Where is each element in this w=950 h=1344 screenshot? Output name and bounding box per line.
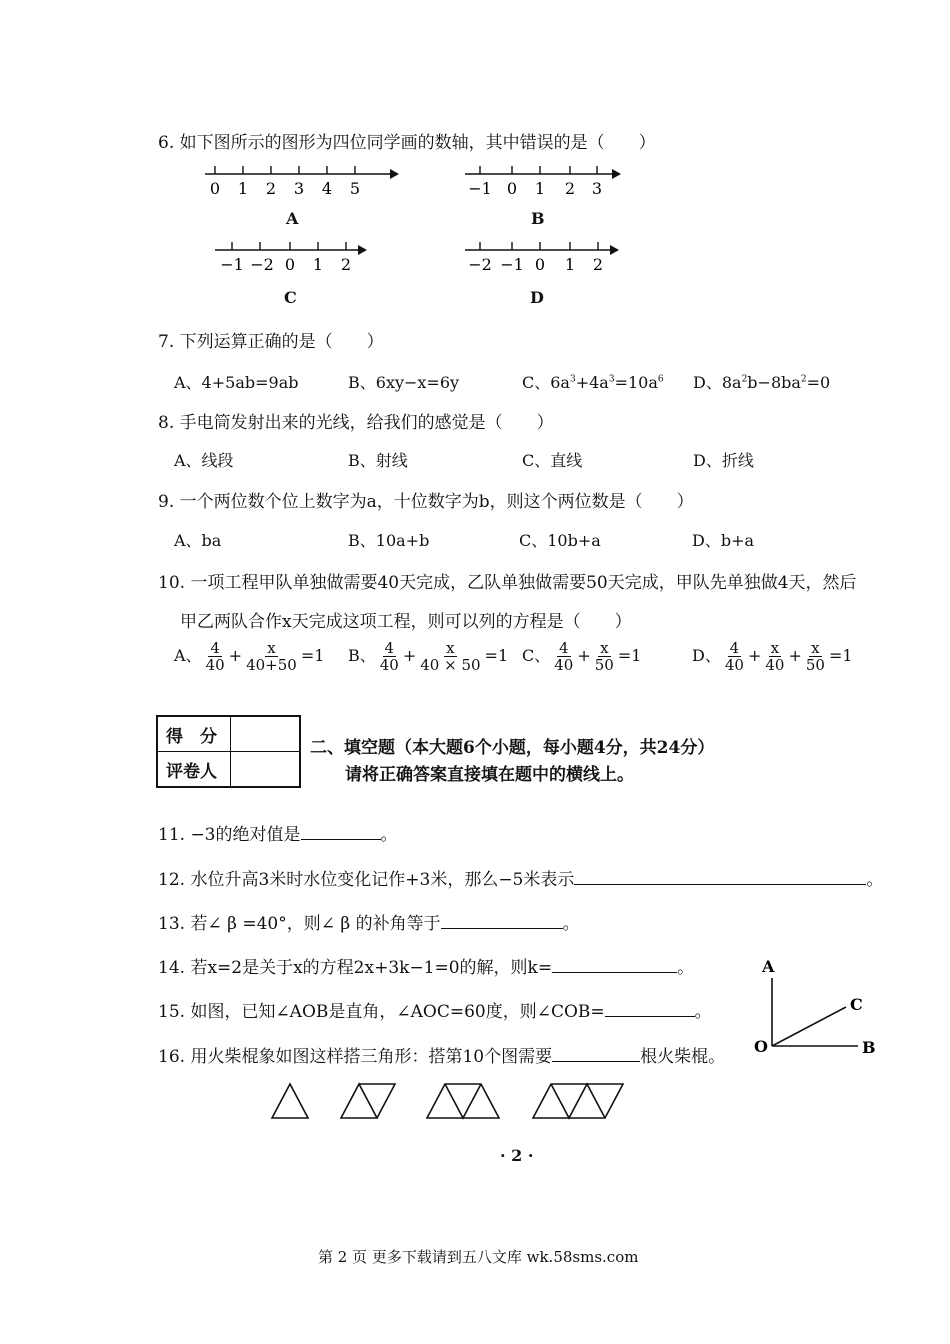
- footer-text: 第 2 页 更多下载请到五八文库 wk.58sms.com: [318, 1248, 639, 1266]
- tick-label: 2: [265, 179, 277, 198]
- tick-label: 3: [293, 179, 305, 198]
- tick-label: 0: [209, 179, 221, 198]
- tick-label: −2: [250, 255, 274, 274]
- q16: 16. 用火柴棍象如图这样搭三角形：搭第10个图需要 根火柴棍。: [158, 1047, 726, 1067]
- q10-line2: 甲乙两队合作x天完成这项工程，则可以列的方程是（ ）: [180, 612, 632, 632]
- q6-text: 6. 如下图所示的图形为四位同学画的数轴，其中错误的是（ ）: [158, 133, 656, 153]
- tick-label: 2: [340, 255, 352, 274]
- tick-label: 5: [349, 179, 361, 198]
- angle-figure: [748, 952, 884, 1062]
- q10-option-b: B、 $\frac{4}{40}$ + $\frac{x}{40 \times 50}$ =1: [348, 639, 509, 674]
- q15: 15. 如图，已知∠AOB是直角，∠AOC=60度，则∠COB= 。: [158, 1002, 712, 1022]
- triangle-figure-2: [341, 1084, 395, 1118]
- option-letter-d: D: [530, 288, 544, 307]
- page-number: · 2 ·: [500, 1146, 534, 1165]
- tick-label: −1: [500, 255, 524, 274]
- tick-label: 1: [564, 255, 576, 274]
- tick-label: −2: [468, 255, 492, 274]
- q9-text: 9. 一个两位数个位上数字为a，十位数字为b，则这个两位数是（ ）: [158, 492, 694, 512]
- tick-label: −1: [220, 255, 244, 274]
- triangle-figure-3: [427, 1084, 499, 1118]
- q7-option-a: A、4+5ab=9ab: [174, 373, 299, 392]
- tick-label: 0: [506, 179, 518, 198]
- angle-label-a: A: [762, 957, 775, 976]
- score-box: [156, 715, 301, 788]
- q10-option-c: C、 $\frac{4}{40}$ + $\frac{x}{50}$ =1: [522, 639, 642, 674]
- option-letter-c: C: [284, 288, 297, 307]
- tick-label: 2: [564, 179, 576, 198]
- q12: 12. 水位升高3米时水位变化记作+3米，那么−5米表示 。: [158, 870, 884, 890]
- score-label: 得 分: [157, 716, 231, 752]
- tick-label: 1: [534, 179, 546, 198]
- q9-option-a: A、ba: [174, 531, 222, 550]
- q13: 13. 若∠ β =40°，则∠ β 的补角等于 。: [158, 914, 580, 934]
- reviewer-cell: [231, 752, 301, 788]
- score-cell: [231, 716, 301, 752]
- tick-label: −1: [468, 179, 492, 198]
- q10-option-a: A、 $\frac{4}{40}$ + $\frac{x}{40+50}$ =1: [174, 639, 325, 674]
- triangle-figure-4: [533, 1084, 623, 1118]
- q10-option-d: D、 $\frac{4}{40}$ + $\frac{x}{40}$ + $\frac{x}{50}$ =1: [692, 639, 853, 674]
- q8-option-d: D、折线: [693, 451, 754, 470]
- angle-label-o: O: [754, 1037, 768, 1056]
- q10-line1: 10. 一项工程甲队单独做需要40天完成，乙队单独做需要50天完成，甲队先单独做4天，然后: [158, 573, 857, 593]
- tick-label: 0: [534, 255, 546, 274]
- q9-option-b: B、10a+b: [348, 531, 430, 550]
- q7-text: 7. 下列运算正确的是（ ）: [158, 332, 384, 352]
- tick-label: 2: [592, 255, 604, 274]
- q9-option-d: D、b+a: [692, 531, 755, 550]
- q14: 14. 若x=2是关于x的方程2x+3k−1=0的解，则k= 。: [158, 958, 695, 978]
- option-letter-b: B: [531, 209, 545, 228]
- q8-text: 8. 手电筒发射出来的光线，给我们的感觉是（ ）: [158, 413, 554, 433]
- tick-label: 4: [321, 179, 333, 198]
- option-letter-a: A: [286, 209, 299, 228]
- q8-option-c: C、直线: [522, 451, 583, 470]
- q7-option-d: D、$8a^2b-8ba^2=0$: [693, 373, 831, 392]
- q9-option-c: C、10b+a: [519, 531, 601, 550]
- reviewer-label: 评卷人: [157, 752, 231, 788]
- q8-option-a: A、线段: [174, 451, 234, 470]
- triangle-figure-1: [272, 1084, 308, 1118]
- tick-label: 0: [284, 255, 296, 274]
- angle-label-c: C: [850, 995, 863, 1014]
- q7-option-c: C、$6a^3+4a^3=10a^6$: [522, 373, 664, 392]
- tick-label: 1: [237, 179, 249, 198]
- angle-label-b: B: [862, 1038, 876, 1057]
- section2-instruction: 请将正确答案直接填在题中的横线上。: [345, 765, 634, 785]
- q11: 11. −3的绝对值是 。: [158, 825, 398, 845]
- tick-label: 1: [312, 255, 324, 274]
- q8-option-b: B、射线: [348, 451, 408, 470]
- q7-option-b: B、6xy−x=6y: [348, 373, 460, 392]
- tick-label: 3: [591, 179, 603, 198]
- matchstick-triangles: [265, 1078, 645, 1122]
- section2-title: 二、填空题（本大题6个小题，每小题4分，共24分）: [310, 738, 715, 758]
